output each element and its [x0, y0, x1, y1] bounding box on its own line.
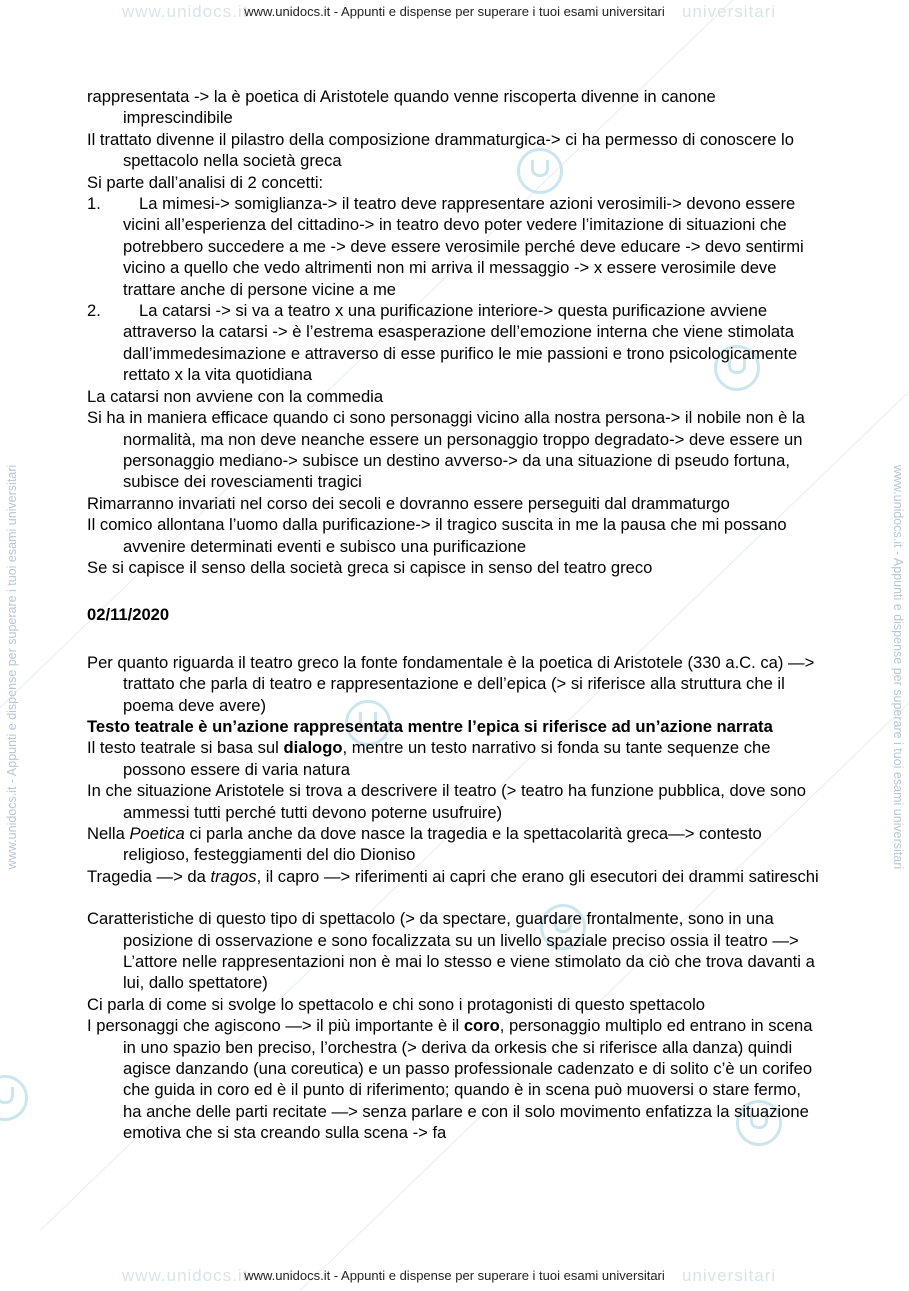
- paragraph: La catarsi non avviene con la commedia: [87, 386, 384, 406]
- paragraph: [87, 823, 822, 866]
- numbered-list-item: [87, 300, 822, 386]
- paragraph: Per quanto riguarda il teatro greco la fonte fondamentale è la poetica di Aristotele (330 a.C. ca) —> trattato che parla di teatro e rappresentazione e dell’epica (> si riferisce alla struttura che il poema deve avere): [87, 652, 815, 715]
- italic-term: tragos: [210, 866, 257, 886]
- text-run: ci parla anche da dove nasce la tragedia e la spettacolarità greca—> contesto religioso, festeggiamenti del dio Dioniso: [123, 824, 762, 865]
- watermark-side-right: www.unidocs.it - Appunti e dispense per superare i tuoi esami universitari: [891, 464, 905, 870]
- paragraph: [87, 866, 822, 887]
- text-run: , mentre un testo narrativo si fonda su tante sequenze che possono essere di varia natura: [123, 738, 771, 779]
- watermark-ghost-left: www.unidocs.it: [122, 1266, 249, 1285]
- paragraph: [87, 737, 822, 780]
- list-number: 2.: [87, 301, 101, 321]
- paragraph: [87, 1015, 822, 1143]
- bold-paragraph: Testo teatrale è un’azione rappresentata mentre l’epica si riferisce ad un’azione narrata: [87, 716, 773, 736]
- numbered-list-item: [87, 193, 822, 300]
- bold-term: dialogo: [283, 738, 343, 758]
- paragraph: Il trattato divenne il pilastro della composizione drammaturgica-> ci ha permesso di conoscere lo spettacolo nella società greca: [87, 129, 794, 171]
- italic-term: Poetica: [129, 824, 185, 843]
- document-body: [87, 86, 822, 1144]
- paragraph: Si ha in maniera efficace quando ci sono personaggi vicino alla nostra persona-> il nobile non è la normalità, ma non deve neanche essere un personaggio troppo degradato-> deve essere un personaggio mediano-> subisce un destino avverso-> da una situazione di pseudo fortuna, subisce dei rovesciamenti tragici: [87, 408, 805, 492]
- paragraph: Ci parla di come si svolge lo spettacolo e chi sono i protagonisti di questo spettacolo: [87, 994, 706, 1014]
- paragraph: rappresentata -> la è poetica di Aristotele quando venne riscoperta divenne in canone imprescindibile: [87, 87, 716, 128]
- text-run: I personaggi che agiscono —> il più importante è il: [87, 1016, 464, 1036]
- text-run: Tragedia —> da: [87, 866, 211, 886]
- text-run: Il testo teatrale si basa sul: [87, 738, 284, 758]
- watermark-side-left: www.unidocs.it - Appunti e dispense per superare i tuoi esami universitari: [5, 464, 19, 870]
- section-date: 02/11/2020: [87, 605, 170, 625]
- paragraph: Si parte dall’analisi di 2 concetti:: [87, 172, 324, 192]
- watermark-footer: www.unidocs.it - Appunti e dispense per superare i tuoi esami universitari: [244, 1268, 665, 1283]
- paragraph: Rimarranno invariati nel corso dei secoli e dovranno essere perseguiti dal drammaturgo: [87, 493, 730, 513]
- list-item-text: La mimesi-> somiglianza-> il teatro deve rappresentare azioni verosimili-> devono essere vicini all’esperienza del cittadino-> in teatro devo poter vedere l’imitazione di situazioni che potrebbero succedere a me -> deve essere verosimile perché deve educare -> devo sentirmi vicino a quello che vedo altrimenti non mi arriva il messaggio -> x essere verosimile deve trattare anche di persone vicine a me: [123, 194, 804, 299]
- paragraph: Caratteristiche di questo tipo di spettacolo (> da spectare, guardare frontalmente, sono in una posizione di osservazione e sono focalizzata su un livello spaziale preciso ossia il teatro —> L’attore nelle rappresentazioni non è mai lo stesso e viene stimolato da ciò che trova davanti a lui, dallo spettatore): [87, 909, 815, 993]
- paragraph: Se si capisce il senso della società greca si capisce in senso del teatro greco: [87, 557, 653, 577]
- paragraph: Il comico allontana l’uomo dalla purificazione-> il tragico suscita in me la pausa che mi possano avvenire determinati eventi e subisco una purificazione: [87, 515, 787, 556]
- watermark-ghost-left: www.unidocs.it: [122, 2, 249, 21]
- text-run: , personaggio multiplo ed entrano in scena in uno spazio ben preciso, l’orchestra (> deriva da orkesis che si riferisce alla danza) quindi agisce danzando (una coreutica) e un passo professionale cadenzato e di solito c’è un corifeo che guida in coro ed è il punto di riferimento; quando è in scena può muoversi o stare fermo, ha anche delle parti recitate —> senza parlare e con il solo movimento enfatizza la situazione emotiva che si sta creando sulla scena -> fa: [123, 1016, 813, 1143]
- list-item-text: La catarsi -> si va a teatro x una purificazione interiore-> questa purificazione avviene attraverso la catarsi -> è l’estrema esasperazione dell’emozione interna che viene stimolata dall’immedesimazione e attraverso di esse purifico le mie passioni e trono psicologicamente rettato x la vita quotidiana: [123, 301, 798, 385]
- text-run: Nella: [87, 824, 130, 843]
- paragraph: In che situazione Aristotele si trova a descrivere il teatro (> teatro ha funzione pubblica, dove sono ammessi tutti perché tutti devono poterne usufruire): [87, 781, 807, 822]
- list-number: 1.: [87, 194, 101, 214]
- watermark-ghost-right: universitari: [682, 2, 777, 21]
- bold-term: coro: [463, 1016, 500, 1036]
- watermark-ghost-right: universitari: [682, 1266, 777, 1285]
- text-run: , il capro —> riferimenti ai capri che erano gli esecutori dei drammi satireschi: [256, 866, 819, 886]
- watermark-header: www.unidocs.it - Appunti e dispense per superare i tuoi esami universitari: [244, 4, 665, 19]
